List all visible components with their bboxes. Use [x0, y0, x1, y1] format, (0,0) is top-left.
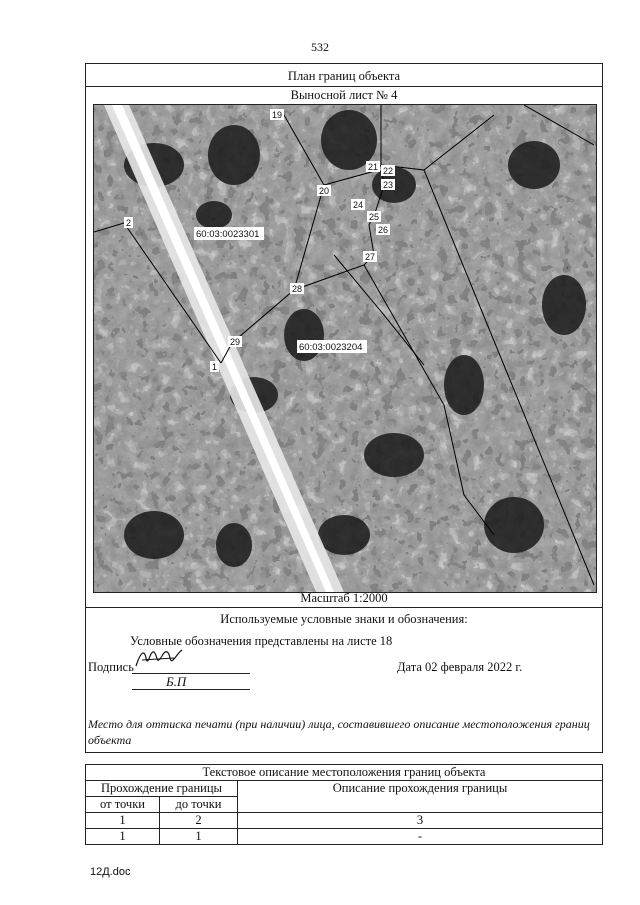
point-label-19	[270, 109, 284, 120]
divider	[86, 607, 602, 608]
parcel-label-1	[194, 227, 264, 240]
boundary-table	[85, 764, 603, 845]
point-label-1	[210, 361, 219, 372]
svg-text:28: 28	[292, 284, 303, 294]
point-label-28	[290, 283, 304, 294]
cell-to: 1	[160, 829, 238, 845]
point-label-26	[376, 224, 390, 235]
page-number: 532	[311, 40, 329, 54]
sheet-label: Выносной лист № 4	[290, 88, 398, 102]
svg-text:60:03:0023301: 60:03:0023301	[196, 229, 260, 240]
svg-text:23: 23	[383, 180, 394, 190]
cell-from: 1	[86, 813, 160, 829]
point-label-2	[124, 217, 133, 228]
divider	[86, 86, 602, 87]
legend-text: Условные обозначения представлены на листе 18	[130, 634, 393, 648]
signature-line	[132, 673, 250, 674]
table-title: Текстовое описание местоположения границ объекта	[86, 765, 603, 781]
svg-text:60:03:0023204: 60:03:0023204	[299, 342, 363, 353]
svg-text:20: 20	[319, 186, 330, 196]
svg-text:27: 27	[365, 252, 376, 262]
svg-text:25: 25	[369, 212, 380, 222]
point-label-25	[367, 211, 381, 222]
plan-title: План границ объекта	[287, 69, 401, 83]
point-label-29	[228, 336, 242, 347]
cell-from: 1	[86, 829, 160, 845]
svg-text:21: 21	[368, 162, 379, 172]
name-line	[132, 689, 250, 690]
col-to: до точки	[160, 797, 238, 813]
legend-heading: Используемые условные знаки и обозначения:	[220, 612, 468, 626]
handwritten-signature	[134, 644, 184, 674]
table-row	[86, 829, 603, 845]
stamp-note: Место для оттиска печати (при наличии) лица, составившего описание местоположения границ объекта	[88, 717, 590, 747]
point-labels	[94, 105, 596, 592]
cell-to: 2	[160, 813, 238, 829]
scale-label: Масштаб 1:2000	[300, 591, 388, 605]
svg-text:2: 2	[126, 218, 132, 228]
svg-text:26: 26	[378, 225, 389, 235]
point-label-21	[366, 161, 380, 172]
svg-text:29: 29	[230, 337, 241, 347]
aerial-map[interactable]	[93, 104, 597, 593]
point-label-23	[381, 179, 395, 190]
group-header: Прохождение границы	[86, 781, 238, 797]
signature-label: Подпись	[88, 660, 134, 674]
point-label-22	[381, 165, 395, 176]
plan-frame	[85, 63, 603, 753]
cell-desc: 3	[238, 813, 603, 829]
table-row	[86, 813, 603, 829]
col-from: от точки	[86, 797, 160, 813]
parcel-label-2	[297, 340, 367, 353]
col-description: Описание прохождения границы	[238, 781, 603, 813]
svg-text:1: 1	[212, 362, 218, 372]
svg-text:22: 22	[383, 166, 394, 176]
file-name: 12Д.doc	[90, 866, 131, 878]
svg-text:24: 24	[353, 200, 364, 210]
point-label-20	[317, 185, 331, 196]
point-label-24	[351, 199, 365, 210]
cell-desc: -	[238, 829, 603, 845]
point-label-27	[363, 251, 377, 262]
svg-text:19: 19	[272, 110, 283, 120]
signer-name: Б.П	[166, 674, 187, 689]
signature-date: Дата 02 февраля 2022 г.	[397, 660, 523, 674]
